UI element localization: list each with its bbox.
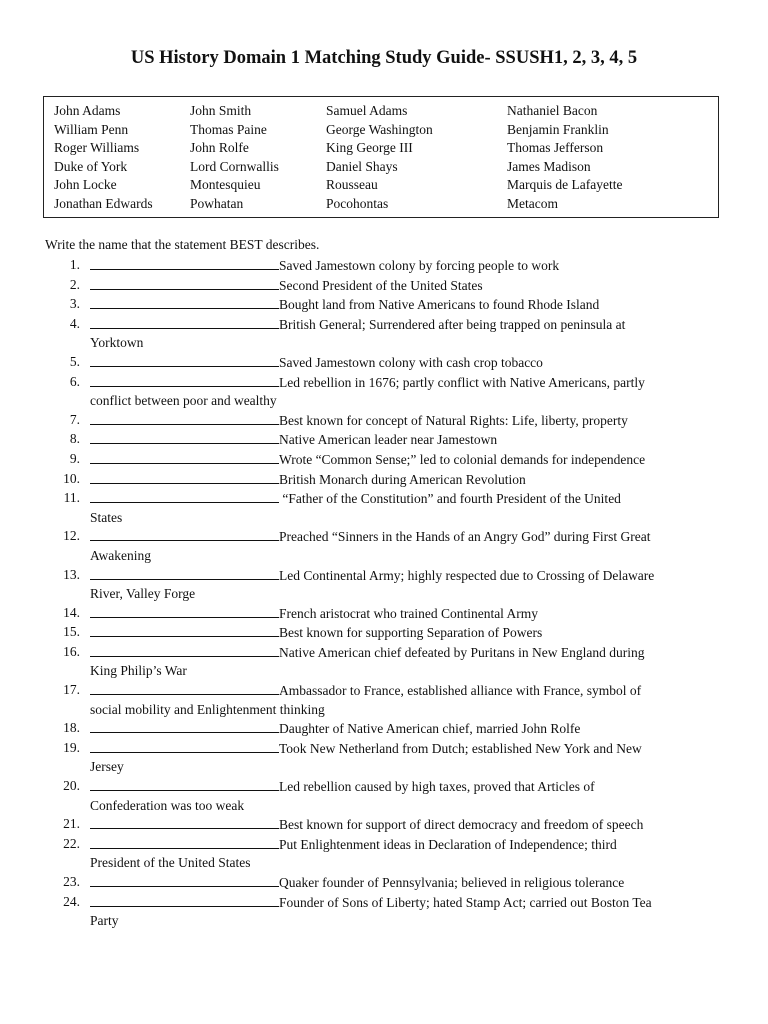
question-item <box>0 450 768 470</box>
word-bank-name: Lord Cornwallis <box>190 158 279 174</box>
question-number: 8. <box>69 431 80 447</box>
word-bank-name: Thomas Paine <box>190 121 267 137</box>
question-number: 6. <box>69 373 80 389</box>
answer-blank[interactable] <box>90 893 279 907</box>
question-number: 2. <box>69 276 80 292</box>
question-text: Saved Jamestown colony by forcing people to work <box>279 258 560 273</box>
answer-blank[interactable] <box>90 719 279 733</box>
word-bank-name: Pocohontas <box>326 195 389 211</box>
question-text: Wrote “Common Sense;” led to colonial demands for independence <box>279 451 646 467</box>
question-text-continued: King Philip’s War <box>90 663 187 679</box>
question-item <box>0 276 768 296</box>
question-text: Preached “Sinners in the Hands of an Angry God” during First Great <box>279 529 651 545</box>
answer-blank[interactable] <box>90 315 279 329</box>
question-number: 13. <box>63 566 80 582</box>
question-text: Ambassador to France, established alliance with France, symbol of <box>279 683 642 699</box>
question-number: 15. <box>63 624 80 640</box>
question-item <box>0 470 768 490</box>
question-number: 9. <box>69 450 80 466</box>
question-item <box>0 873 768 893</box>
question-item <box>0 430 768 450</box>
question-item <box>0 353 768 373</box>
question-text: Best known for support of direct democracy and freedom of speech <box>279 817 644 833</box>
word-bank-name: James Madison <box>507 158 591 174</box>
answer-blank[interactable] <box>90 295 279 309</box>
question-body <box>90 527 720 565</box>
answer-blank[interactable] <box>90 450 279 464</box>
answer-blank[interactable] <box>90 256 279 270</box>
word-bank-name: Roger Williams <box>54 140 140 156</box>
answer-blank[interactable] <box>90 604 279 618</box>
question-item <box>0 411 768 431</box>
question-text: “Father of the Constitution” and fourth President of the United <box>279 491 621 507</box>
question-body <box>90 739 720 777</box>
question-number: 16. <box>63 643 80 659</box>
question-body <box>90 719 720 739</box>
question-body <box>90 315 720 353</box>
question-item <box>0 623 768 643</box>
question-number: 21. <box>63 816 80 832</box>
question-number: 22. <box>63 835 80 851</box>
word-bank-name: Montesquieu <box>190 177 261 193</box>
instructions: Write the name that the statement BEST describes. <box>45 237 320 252</box>
question-body <box>90 256 720 276</box>
question-number: 23. <box>63 874 80 889</box>
answer-blank[interactable] <box>90 643 279 657</box>
question-text: Best known for supporting Separation of Powers <box>279 625 543 641</box>
word-bank-name: Duke of York <box>54 158 128 174</box>
answer-blank[interactable] <box>90 739 279 753</box>
question-body <box>90 604 720 624</box>
question-item <box>0 681 768 719</box>
question-number: 11. <box>63 490 80 506</box>
page-title: US History Domain 1 Matching Study Guide- SSUSH1, 2, 3, 4, 5 <box>130 48 638 68</box>
word-bank-column-4 <box>507 102 622 214</box>
question-number: 18. <box>63 720 80 736</box>
question-text-continued: conflict between poor and wealthy <box>90 393 277 409</box>
question-item <box>0 893 768 931</box>
question-item <box>0 604 768 624</box>
word-bank-name: John Rolfe <box>190 140 249 156</box>
answer-blank[interactable] <box>90 873 279 887</box>
answer-blank[interactable] <box>90 353 279 367</box>
question-text: Took New Netherland from Dutch; established New York and New <box>279 740 642 756</box>
question-item <box>0 373 768 411</box>
question-item <box>0 566 768 604</box>
word-bank-column-3 <box>326 102 433 214</box>
word-bank-name: John Smith <box>190 103 252 118</box>
question-text: Second President of the United States <box>279 277 483 293</box>
question-body <box>90 835 720 873</box>
question-text-continued: Confederation was too weak <box>90 797 245 813</box>
word-bank-name: Metacom <box>507 195 558 211</box>
question-number: 12. <box>63 528 80 544</box>
question-text: Led Continental Army; highly respected due to Crossing of Delaware <box>279 567 655 583</box>
question-body <box>90 450 720 470</box>
question-number: 4. <box>69 315 80 331</box>
question-body <box>90 893 720 931</box>
question-text: British General; Surrendered after being trapped on peninsula at <box>279 316 626 332</box>
question-item <box>0 643 768 681</box>
question-text-continued: President of the United States <box>90 855 251 871</box>
answer-blank[interactable] <box>90 373 279 387</box>
answer-blank[interactable] <box>90 681 279 695</box>
question-text: Native American chief defeated by Puritans in New England during <box>279 644 645 660</box>
question-body <box>90 566 720 604</box>
question-text: Led rebellion caused by high taxes, proved that Articles of <box>279 779 595 795</box>
answer-blank[interactable] <box>90 276 279 290</box>
word-bank-column-1 <box>54 102 153 214</box>
question-number: 7. <box>69 411 80 427</box>
question-item <box>0 527 768 565</box>
question-body <box>90 873 720 893</box>
word-bank-name: George Washington <box>326 121 433 137</box>
question-number: 20. <box>63 778 80 794</box>
question-item <box>0 295 768 315</box>
question-number: 19. <box>63 739 80 755</box>
question-text: British Monarch during American Revolution <box>279 471 526 487</box>
question-body <box>90 353 720 373</box>
word-bank-name: Daniel Shays <box>326 158 398 174</box>
word-bank-name: Jonathan Edwards <box>54 195 153 211</box>
question-text: French aristocrat who trained Continental Army <box>279 605 539 621</box>
question-number: 5. <box>69 353 80 369</box>
question-body <box>90 295 720 315</box>
question-list <box>0 256 768 931</box>
question-item <box>0 777 768 815</box>
question-item <box>0 719 768 739</box>
answer-blank[interactable] <box>90 835 279 849</box>
word-bank-name: Marquis de Lafayette <box>507 177 623 193</box>
question-text: Quaker founder of Pennsylvania; believed in religious tolerance <box>279 875 625 890</box>
answer-blank[interactable] <box>90 815 279 829</box>
word-bank-name: Rousseau <box>326 177 378 193</box>
question-text: Put Enlightenment ideas in Declaration of Independence; third <box>279 836 617 852</box>
word-bank-name: Nathaniel Bacon <box>507 103 598 118</box>
question-body <box>90 489 720 527</box>
question-body <box>90 643 720 681</box>
question-item <box>0 815 768 835</box>
question-text-continued: Party <box>90 913 119 929</box>
question-text: Led rebellion in 1676; partly conflict with Native Americans, partly <box>279 374 645 390</box>
answer-blank[interactable] <box>90 411 279 425</box>
answer-blank[interactable] <box>90 430 279 444</box>
question-text: Bought land from Native Americans to found Rhode Island <box>279 297 600 313</box>
question-item <box>0 315 768 353</box>
word-bank-name: Powhatan <box>190 195 244 211</box>
word-bank-column-2 <box>190 102 279 214</box>
question-body <box>90 430 720 450</box>
word-bank-name: Benjamin Franklin <box>507 121 609 137</box>
question-body <box>90 373 720 411</box>
question-text-continued: Awakening <box>90 547 151 563</box>
answer-blank[interactable] <box>90 470 279 484</box>
word-bank <box>43 96 719 218</box>
word-bank-name: Samuel Adams <box>326 103 408 118</box>
question-body <box>90 815 720 835</box>
word-bank-name: William Penn <box>54 121 129 137</box>
answer-blank[interactable] <box>90 489 279 503</box>
question-text-continued: Jersey <box>90 759 124 775</box>
question-number: 14. <box>63 604 80 620</box>
word-bank-name: King George III <box>326 140 413 156</box>
question-item <box>0 739 768 777</box>
question-body <box>90 411 720 431</box>
question-text-continued: Yorktown <box>90 335 144 351</box>
answer-blank[interactable] <box>90 527 279 541</box>
word-bank-name: John Adams <box>54 103 121 118</box>
question-text-continued: social mobility and Enlightenment thinking <box>90 701 325 717</box>
question-text-continued: River, Valley Forge <box>90 586 196 602</box>
question-item <box>0 489 768 527</box>
question-text: Daughter of Native American chief, married John Rolfe <box>279 721 581 737</box>
question-text: Native American leader near Jamestown <box>279 432 498 448</box>
question-body <box>90 470 720 490</box>
question-text: Best known for concept of Natural Rights: Life, liberty, property <box>279 412 628 428</box>
question-text: Founder of Sons of Liberty; hated Stamp Act; carried out Boston Tea <box>279 894 652 910</box>
question-body <box>90 681 720 719</box>
question-body <box>90 777 720 815</box>
question-body <box>90 276 720 296</box>
question-number: 17. <box>63 682 80 698</box>
question-number: 3. <box>69 296 80 312</box>
word-bank-name: Thomas Jefferson <box>507 140 604 156</box>
answer-blank[interactable] <box>90 777 279 791</box>
answer-blank[interactable] <box>90 623 279 637</box>
question-number: 24. <box>63 893 80 909</box>
word-bank-name: John Locke <box>54 177 117 193</box>
question-text: Saved Jamestown colony with cash crop tobacco <box>279 354 543 370</box>
question-number: 1. <box>69 257 80 272</box>
question-item <box>0 835 768 873</box>
question-body <box>90 623 720 643</box>
question-number: 10. <box>63 470 80 486</box>
question-item <box>0 256 768 276</box>
question-text-continued: States <box>90 509 123 525</box>
answer-blank[interactable] <box>90 566 279 580</box>
